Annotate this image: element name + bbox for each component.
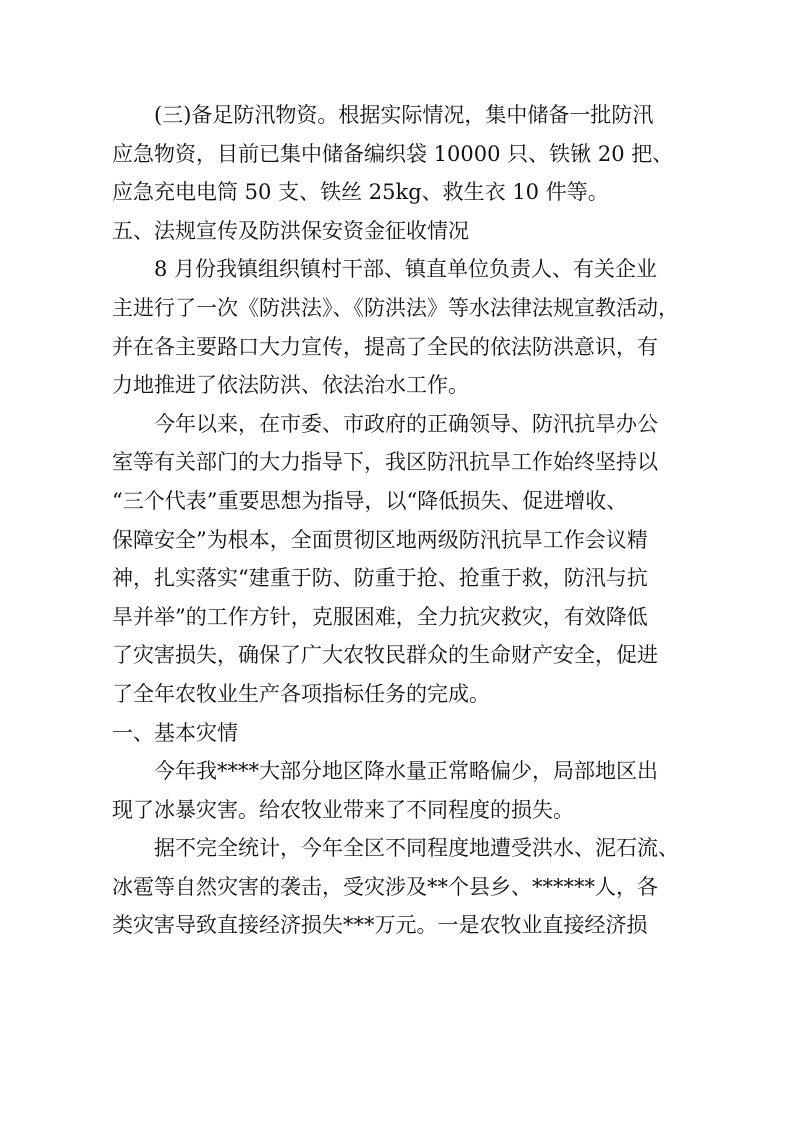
paragraph-line: “三个代表”重要思想为指导，以“降低损失、促进增收、	[112, 488, 628, 513]
paragraph-line: 应急物资，目前已集中储备编织袋 10000 只、铁锹 20 把、	[112, 141, 674, 166]
paragraph-line: 室等有关部门的大力指导下，我区防汛抗旱工作始终坚持以	[112, 450, 658, 475]
paragraph-line: 并在各主要路口大力宣传，提高了全民的依法防洪意识，有	[112, 334, 658, 359]
section-heading: 五、法规宣传及防洪保安资金征收情况	[112, 218, 469, 243]
paragraph-line: 冰雹等自然灾害的袭击，受灾涉及**个县乡、******人，各	[112, 874, 658, 899]
paragraph-line: 现了冰暴灾害。给农牧业带来了不同程度的损失。	[112, 797, 574, 822]
paragraph-line: (三)备足防汛物资。根据实际情况，集中储备一批防汛	[154, 103, 654, 127]
document-body	[112, 96, 688, 945]
paragraph-line: 神，扎实落实“建重于防、防重于抢、抢重于救，防汛与抗	[112, 566, 648, 591]
paragraph-line: 类灾害导致直接经济损失***万元。一是农牧业直接经济损	[112, 913, 648, 938]
paragraph-line: 旱并举”的工作方针，克服困难，全力抗灾救灾，有效降低	[112, 604, 648, 629]
paragraph-line: 据不完全统计，今年全区不同程度地遭受洪水、泥石流、	[154, 836, 679, 861]
paragraph-line: 了灾害损失，确保了广大农牧民群众的生命财产安全，促进	[112, 643, 658, 668]
paragraph-line: 力地推进了依法防洪、依法治水工作。	[112, 373, 469, 398]
paragraph-line: 应急充电电筒 50 支、铁丝 25kg、救生衣 10 件等。	[112, 180, 609, 205]
paragraph-line: 今年以来，在市委、市政府的正确领导、防汛抗旱办公	[154, 411, 658, 436]
paragraph-line: 今年我****大部分地区降水量正常略偏少，局部地区出	[154, 759, 658, 784]
paragraph-line: 保障安全”为根本，全面贯彻区地两级防汛抗旱工作会议精	[112, 527, 648, 552]
paragraph-line: 主进行了一次《防洪法》、《防洪法》等水法律法规宣教活动，	[112, 295, 679, 320]
paragraph-line: 8 月份我镇组织镇村干部、镇直单位负责人、有关企业	[154, 257, 658, 282]
paragraph-line: 了全年农牧业生产各项指标任务的完成。	[112, 681, 490, 706]
section-heading: 一、基本灾情	[112, 720, 238, 745]
